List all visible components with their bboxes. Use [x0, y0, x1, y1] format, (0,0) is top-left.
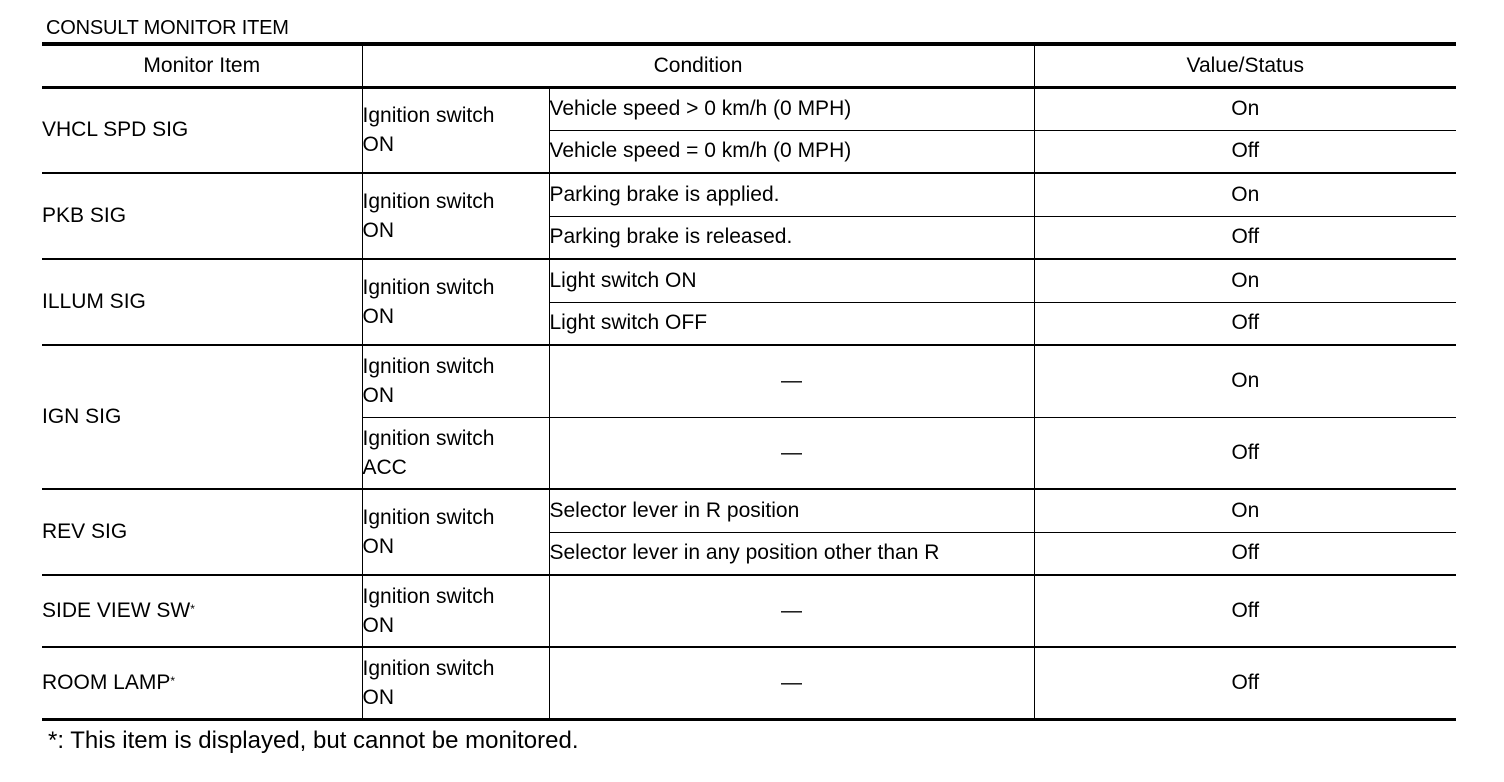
value-cell: Off [1034, 417, 1456, 489]
value-cell: On [1034, 489, 1456, 532]
monitor-item-cell: SIDE VIEW SW* [42, 575, 362, 647]
value-cell: Off [1034, 130, 1456, 173]
consult-monitor-table [42, 42, 1456, 721]
page-title: CONSULT MONITOR ITEM [46, 17, 289, 39]
monitor-item-cell: IGN SIG [42, 345, 362, 489]
condition-cell: Light switch ON [549, 259, 1034, 302]
ignition-cell: Ignition switch ON [362, 87, 549, 173]
condition-cell: — [549, 345, 1034, 417]
value-cell: On [1034, 87, 1456, 130]
ignition-cell: Ignition switch ON [362, 173, 549, 259]
footnote-marker: * [170, 673, 176, 688]
value-cell: On [1034, 345, 1456, 417]
ignition-cell: Ignition switch ON [362, 345, 549, 417]
condition-cell: Parking brake is released. [549, 216, 1034, 259]
table-row [42, 259, 1456, 302]
condition-cell: Light switch OFF [549, 302, 1034, 345]
footnote-marker: * [190, 602, 195, 616]
table-header-row [42, 44, 1456, 87]
ignition-cell: Ignition switch ON [362, 575, 549, 647]
condition-cell: — [549, 417, 1034, 489]
value-cell: Off [1034, 647, 1456, 719]
value-cell: Off [1034, 532, 1456, 575]
condition-cell: Selector lever in R position [549, 489, 1034, 532]
value-cell: On [1034, 173, 1456, 216]
value-cell: Off [1034, 302, 1456, 345]
ignition-cell: Ignition switch ON [362, 259, 549, 345]
condition-cell: — [549, 647, 1034, 719]
monitor-item-cell: VHCL SPD SIG [42, 87, 362, 173]
value-cell: Off [1034, 216, 1456, 259]
table-row [42, 173, 1456, 216]
condition-cell: Parking brake is applied. [549, 173, 1034, 216]
monitor-item-cell: ROOM LAMP* [42, 647, 362, 719]
header-monitor-item: Monitor Item [42, 44, 362, 87]
table-row [42, 489, 1456, 532]
ignition-cell: Ignition switch ON [362, 647, 549, 719]
monitor-item-cell: ILLUM SIG [42, 259, 362, 345]
ignition-cell: Ignition switch ON [362, 489, 549, 575]
condition-cell: Vehicle speed > 0 km/h (0 MPH) [549, 87, 1034, 130]
value-cell: Off [1034, 575, 1456, 647]
table-row [42, 87, 1456, 130]
value-cell: On [1034, 259, 1456, 302]
table-row [42, 575, 1456, 647]
condition-cell: — [549, 575, 1034, 647]
table-row [42, 647, 1456, 719]
footnote: *: This item is displayed, but cannot be monitored. [48, 727, 579, 754]
ignition-cell: Ignition switch ACC [362, 417, 549, 489]
condition-cell: Vehicle speed = 0 km/h (0 MPH) [549, 130, 1034, 173]
condition-cell: Selector lever in any position other than R [549, 532, 1034, 575]
monitor-item-cell: PKB SIG [42, 173, 362, 259]
header-condition: Condition [362, 44, 1034, 87]
monitor-item-cell: REV SIG [42, 489, 362, 575]
table-row [42, 345, 1456, 417]
header-value-status: Value/Status [1034, 44, 1456, 87]
